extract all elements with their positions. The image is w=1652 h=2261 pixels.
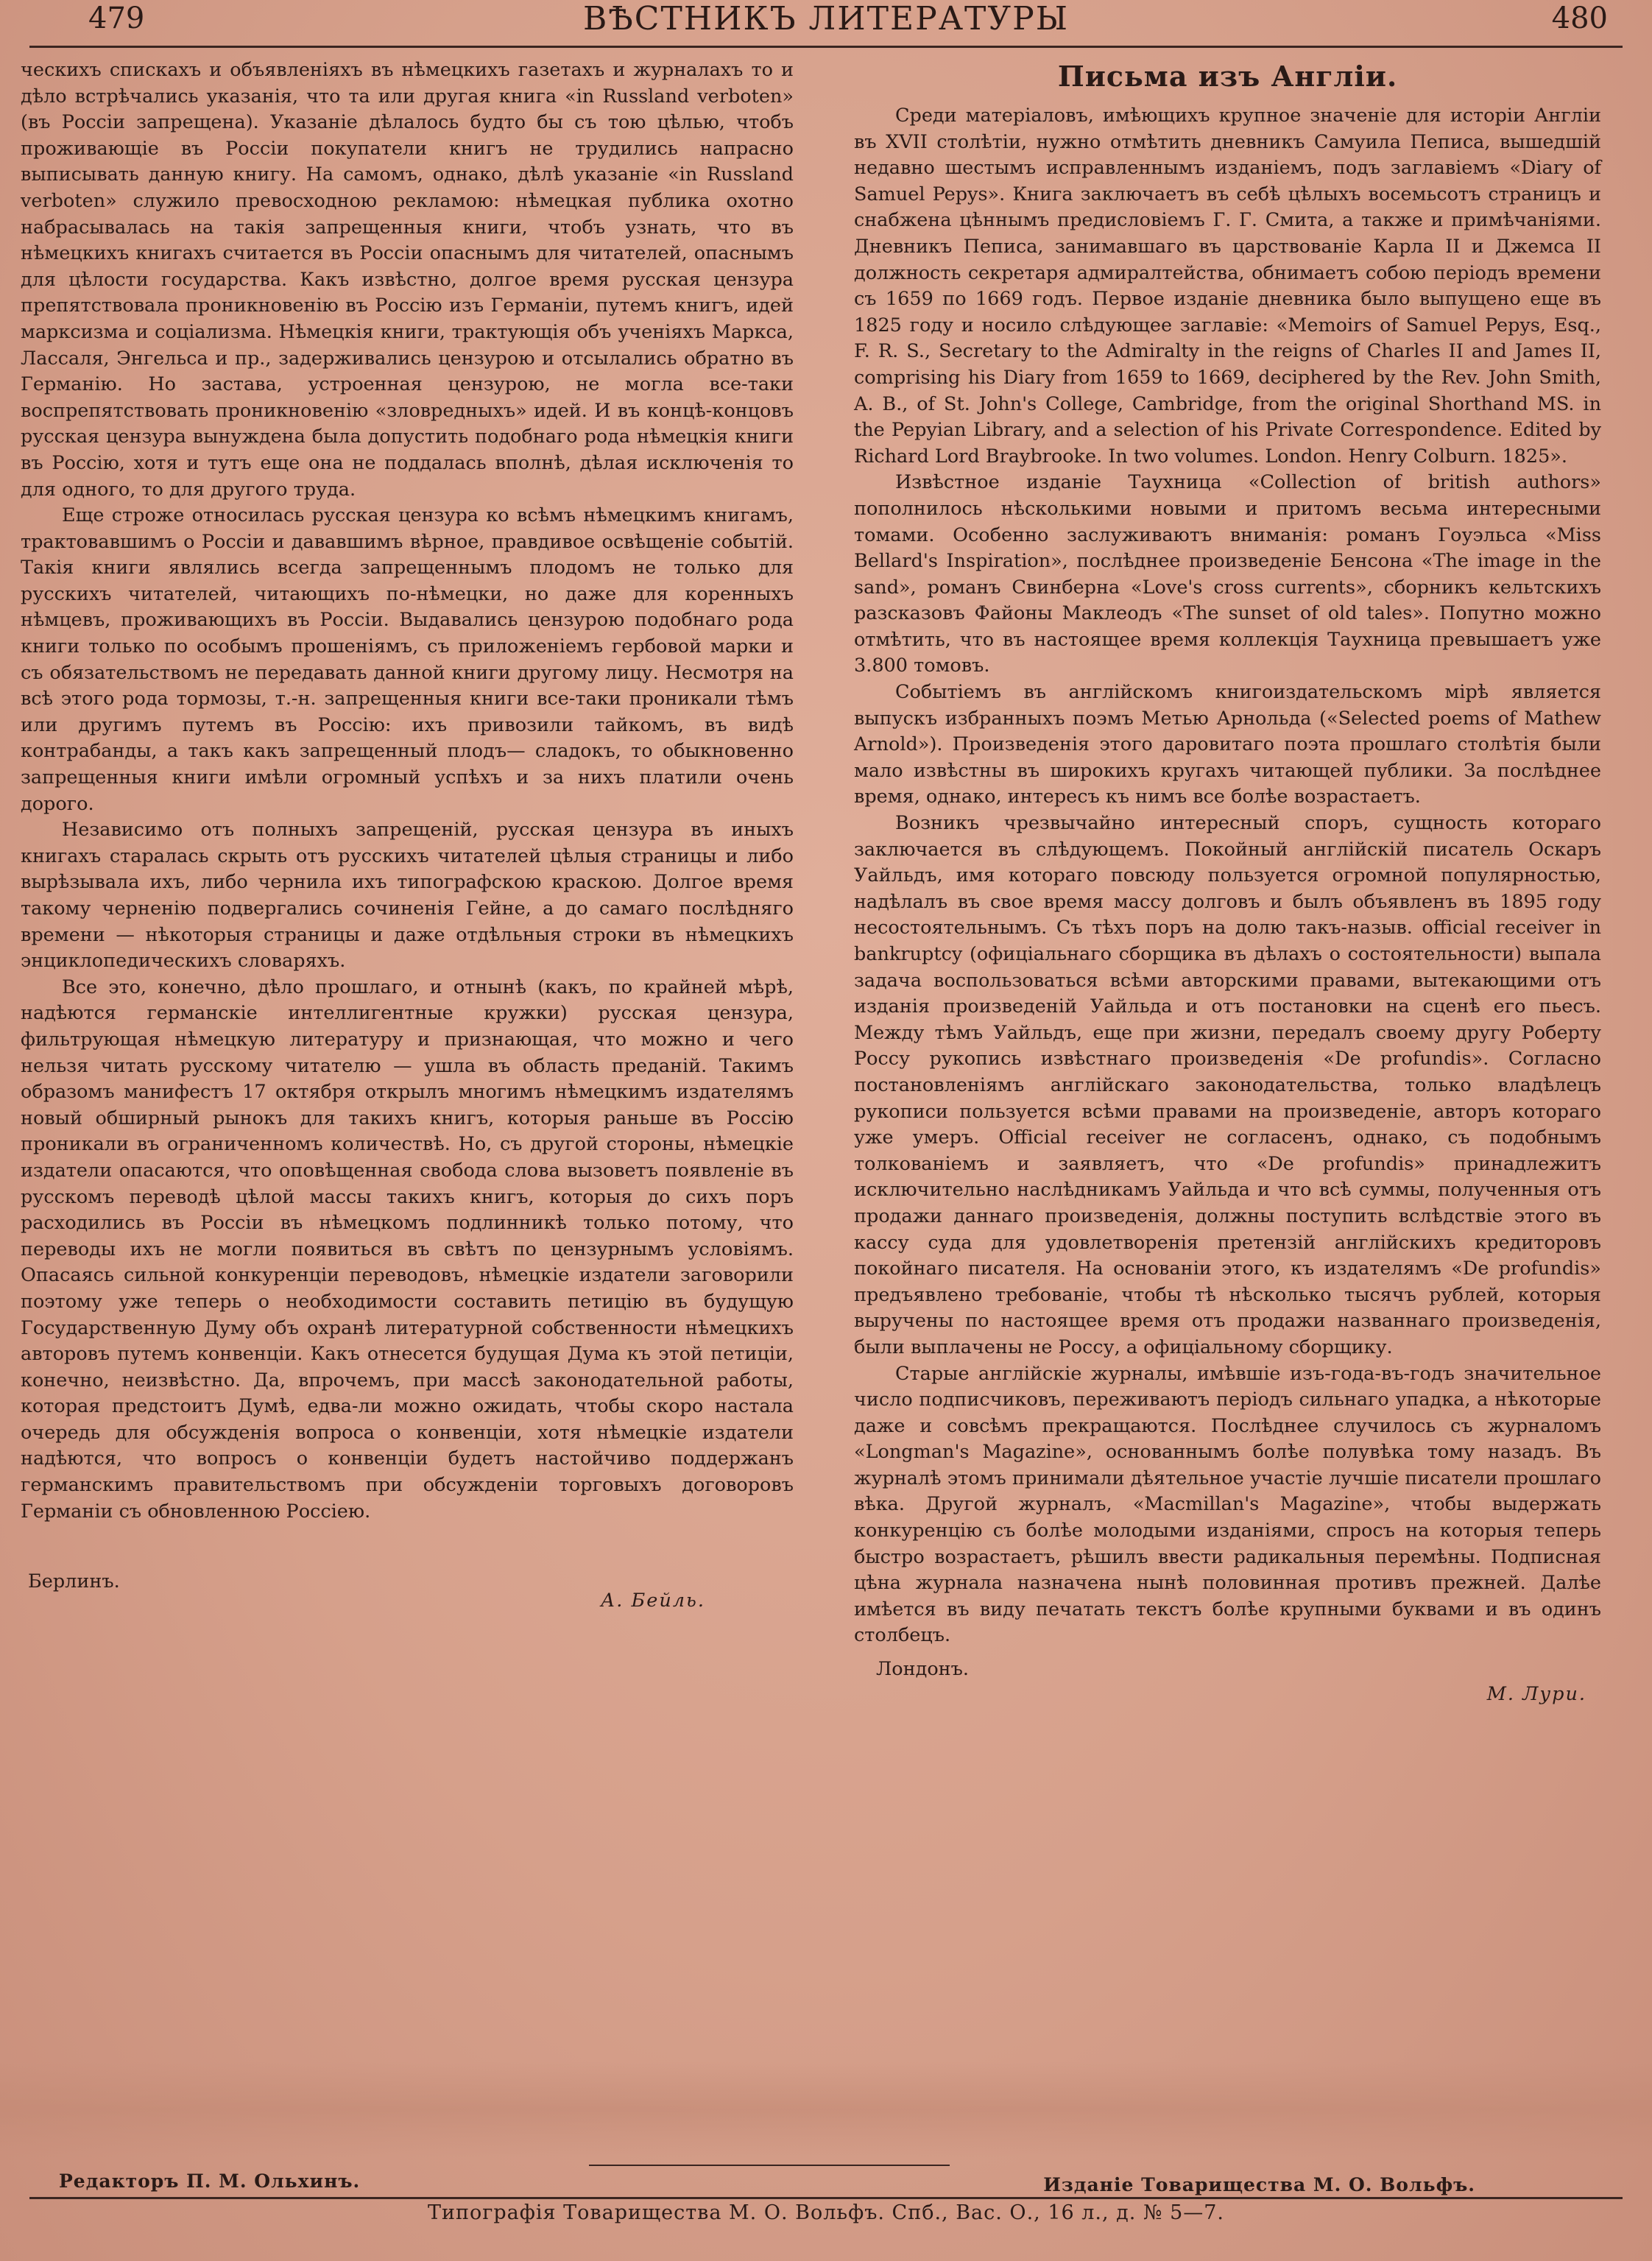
paragraph: Старые англійскіе журналы, имѣвшіе изъ-года-въ-годъ значительное число подписчиковъ, переживаютъ періодъ сильнаго упадка, а нѣкоторые даже и совсѣмъ прекращаются. Послѣднее случилось съ журналомъ «Longman's Magazine», основаннымъ болѣе полувѣка тому назадъ. Въ журналѣ этомъ принимали дѣятельное участіе лучшіе писатели прошлаго вѣка. Другой журналъ, «Macmillan's Magazine», чтобы выдержать конкуренцію съ болѣе молодыми изданіями, спросъ на которыя теперь быстро возрастаетъ, рѣшилъ ввести радикальныя перемѣны. Подписная цѣна журнала назначена нынѣ половинная противъ прежней. Далѣе имѣется въ виду печатать текстъ болѣе крупными буквами и въ одинъ столбецъ. <box>854 1362 1601 1647</box>
article-title: Письма изъ Англіи. <box>1057 60 1398 93</box>
editor-line: Редакторъ П. М. Ольхинъ. <box>59 2170 361 2192</box>
page-number-right: 480 <box>1551 1 1608 35</box>
paragraph: Среди матеріаловъ, имѣющихъ крупное значеніе для исторіи Англіи въ XVII столѣтіи, нужно отмѣтить дневникъ Самуила Пеписа, вышедшій недавно шестымъ исправленнымъ изданіемъ, подъ заглавіемъ «Diary of Samuel Pepys». Книга заключаетъ въ себѣ цѣлыхъ восемьсотъ страницъ и снабжена цѣннымъ предисловіемъ Г. Г. Смита, а также и примѣчаніями. Дневникъ Пеписа, занимавшаго въ царствованіе Карла II и Джемса II должность секретаря адмиралтейства, обнимаетъ собою періодъ времени съ 1659 по 1669 годъ. Первое изданіе дневника было выпущено еще въ 1825 году и носило слѣдующее заглавіе: «Memoirs of Samuel Pepys, Esq., F. R. S., Secretary to the Admiralty in the reigns of Charles II and James II, comprising his Diary from 1659 to 1669, deciphered by the Rev. John Smith, A. B., of St. John's College, Cambridge, from the original Shorthand MS. in the Pepyian Library, and a selection of his Private Correspondence. Edited by Richard Lord Braybrooke. In two volumes. London. Henry Colburn. 1825». <box>854 105 1601 468</box>
signature-row <box>854 1657 1601 1708</box>
publisher-line: Изданіе Товарищества М. О. Вольфъ. <box>1043 2174 1475 2195</box>
paragraph: ческихъ спискахъ и объявленіяхъ въ нѣмецкихъ газетахъ и журналахъ то и дѣло встрѣчались указанія, что та или другая книга «in Russland verboten» (въ Россіи запрещена). Указаніе дѣлалось будто бы съ тою цѣлью, чтобъ проживающіе въ Россіи покупатели книгъ не трудились напрасно выписывать данную книгу. На самомъ, однако, дѣлѣ указаніе «in Russland verboten» служило превосходною рекламою: нѣмецкая публика охотно набрасывалась на такія запрещенныя книги, чтобъ узнать, что въ нѣмецкихъ книгахъ считается въ Россіи опаснымъ для читателей, опаснымъ для цѣлости государства. Какъ извѣстно, долгое время русская цензура препятствовала проникновенію въ Россію изъ Германіи, путемъ книгъ, идей марксизма и соціализма. Нѣмецкія книги, трактующія объ ученіяхъ Маркса, Лассаля, Энгельса и пр., задерживались цензурою и отсылались обратно въ Германію. Но застава, устроенная цензурою, не могла все-таки воспрепятствовать проникновенію «зловредныхъ» идей. И въ концѣ-концовъ русская цензура вынуждена была допустить подобнаго рода нѣмецкія книги въ Россію, хотя и тутъ еще она не поддалась вполнѣ, дѣлая исключенія то для одного, то для другого труда. <box>21 59 794 501</box>
right-column <box>854 59 1601 1708</box>
separator-rule <box>589 2165 950 2166</box>
left-column <box>21 57 794 1612</box>
water-stain <box>0 2061 1652 2157</box>
paragraph: Событіемъ въ англійскомъ книгоиздательскомъ мірѣ является выпускъ избранныхъ поэмъ Метью Арнольда («Selected poems of Mathew Arnold»). Произведенія этого даровитаго поэта прошлаго столѣтія были мало извѣстны въ широкихъ кругахъ читающей публики. За послѣднее время, однако, интересъ къ нимъ все болѣе возрастаетъ. <box>854 681 1601 808</box>
footer-rule <box>29 2197 1623 2199</box>
page-header <box>0 0 1652 44</box>
header-rule <box>29 46 1623 48</box>
signature-row <box>21 1569 794 1612</box>
printer-line: Типографія Товарищества М. О. Вольфъ. Спб., Вас. О., 16 л., д. № 5—7. <box>427 2201 1225 2224</box>
paragraph: Возникъ чрезвычайно интересный споръ, сущность котораго заключается въ слѣдующемъ. Покойный англійскій писатель Оскаръ Уайльдъ, имя котораго повсюду пользуется огромной популярностью, надѣлалъ въ свое время массу долговъ и былъ объявленъ въ 1895 году несостоятельнымъ. Съ тѣхъ поръ на долю такъ-назыв. official receiver in bankruptcy (офиціальнаго сборщика въ дѣлахъ о состоятельности) выпала задача воспользоваться всѣми авторскими правами, вытекающими отъ изданія произведеній Уайльда и отъ постановки на сценѣ его пьесъ. Между тѣмъ Уайльдъ, еще при жизни, передалъ своему другу Роберту Россу рукопись извѣстнаго произведенія «De profundis». Согласно постановленіямъ англійскаго законодательства, только владѣлецъ рукописи пользуется всѣми правами на произведеніе, авторъ котораго уже умеръ. Official receiver не согласенъ, однако, съ подобнымъ толкованіемъ и заявляетъ, что «De profundis» принадлежитъ исключительно наслѣдникамъ Уайльда и что всѣ суммы, полученныя отъ продажи даннаго произведенія, должны поступить вслѣдствіе этого въ кассу суда для удовлетворенія претензій англійскихъ кредиторовъ покойнаго писателя. На основаніи этого, къ издателямъ «De profundis» предъявлено требованіе, чтобы тѣ нѣсколько тысячъ рублей, которыя выручены по настоящее время отъ продажи названнаго произведенія, были выплачены не Россу, а офиціальному сборщику. <box>854 812 1601 1358</box>
paragraph: Все это, конечно, дѣло прошлаго, и отнынѣ (какъ, по крайней мѣрѣ, надѣются германскіе интеллигентные кружки) русская цензура, фильтрующая нѣмецкую литературу и признающая, что можно и чего нельзя читать русскому читателю — ушла въ область преданій. Такимъ образомъ манифестъ 17 октября открылъ многимъ нѣмецкимъ издателямъ новый обширный рынокъ для такихъ книгъ, которыя раньше въ Россію проникали въ ограниченномъ количествѣ. Но, съ другой стороны, нѣмецкіе издатели опасаются, что оповѣщенная свобода слова вызоветъ появленіе въ русскомъ переводѣ цѣлой массы такихъ книгъ, которыя до сихъ поръ расходились въ Россіи въ нѣмецкомъ подлинникѣ только потому, что переводы ихъ не могли появиться въ свѣтъ по цензурнымъ условіямъ. Опасаясь сильной конкуренціи переводовъ, нѣмецкіе издатели заговорили поэтому уже теперь о необходимости составить петицію въ будущую Государственную Думу объ охранѣ литературной собственности нѣмецкихъ авторовъ путемъ конвенціи. Какъ отнесется будущая Дума къ этой петиціи, конечно, неизвѣстно. Да, впрочемъ, при массѣ законодательной работы, которая предстоитъ Думѣ, едва-ли можно ожидать, чтобы скоро настала очередь для обсужденія вопроса о конвенціи, хотя нѣмецкіе издатели надѣются, что вопросъ о конвенціи будетъ настойчиво поддержанъ германскимъ правительствомъ при обсужденіи торговыхъ договоровъ Германіи съ обновленною Россіею. <box>21 976 794 1523</box>
paragraph: Еще строже относилась русская цензура ко всѣмъ нѣмецкимъ книгамъ, трактовавшимъ о Россіи и дававшимъ вѣрное, правдивое освѣщеніе событій. Такія книги являлись всегда запрещеннымъ плодомъ не только для русскихъ читателей, читающихъ по-нѣмецки, но даже для коренныхъ нѣмцевъ, проживающихъ въ Россіи. Выдавались цензурою подобнаго рода книги только по особымъ прошеніямъ, съ приложеніемъ гербовой марки и съ обязательствомъ не передавать данной книги другому лицу. Несмотря на всѣ этого рода тормозы, т.-н. запрещенныя книги все-таки проникали тѣмъ или другимъ путемъ въ Россію: ихъ привозили тайкомъ, въ видѣ контрабанды, а такъ какъ запрещенный плодъ— сладокъ, то обыкновенно запрещенныя книги имѣли огромный успѣхъ и за нихъ платили очень дорого. <box>21 504 794 815</box>
running-title: ВѢСТНИКЪ ЛИТЕРАТУРЫ <box>582 0 1070 38</box>
page-number-left: 479 <box>88 1 145 35</box>
paragraph: Независимо отъ полныхъ запрещеній, русская цензура въ иныхъ книгахъ старалась скрыть отъ русскихъ читателей цѣлыя страницы и либо вырѣзывала ихъ, либо чернила ихъ типографскою краскою. Долгое время такому черненію подвергались сочиненія Гейне, а до самаго послѣдняго времени — нѣкоторыя страницы и даже отдѣльныя строки въ нѣмецкихъ энциклопедическихъ словаряхъ. <box>21 819 794 973</box>
article-author: М. Лури. <box>1486 1683 1586 1706</box>
dateline-place: Лондонъ. <box>876 1658 970 1681</box>
paragraph: Извѣстное изданіе Таухница «Collection of british authors» пополнилось нѣсколькими новыми и притомъ весьма интересными томами. Особенно заслуживаютъ вниманія: романъ Гоуэльса «Miss Bellard's Inspiration», послѣднее произведеніе Бенсона «The image in the sand», романъ Свинберна «Love's cross currents», сборникъ кельтскихъ разсказовъ Файоны Маклеодъ «The sunset of old tales». Попутно можно отмѣтить, что въ настоящее время коллекція Таухница превышаетъ уже 3.800 томовъ. <box>854 471 1601 677</box>
article-author: А. Бейль. <box>600 1590 705 1612</box>
dateline-place: Берлинъ. <box>28 1570 120 1593</box>
